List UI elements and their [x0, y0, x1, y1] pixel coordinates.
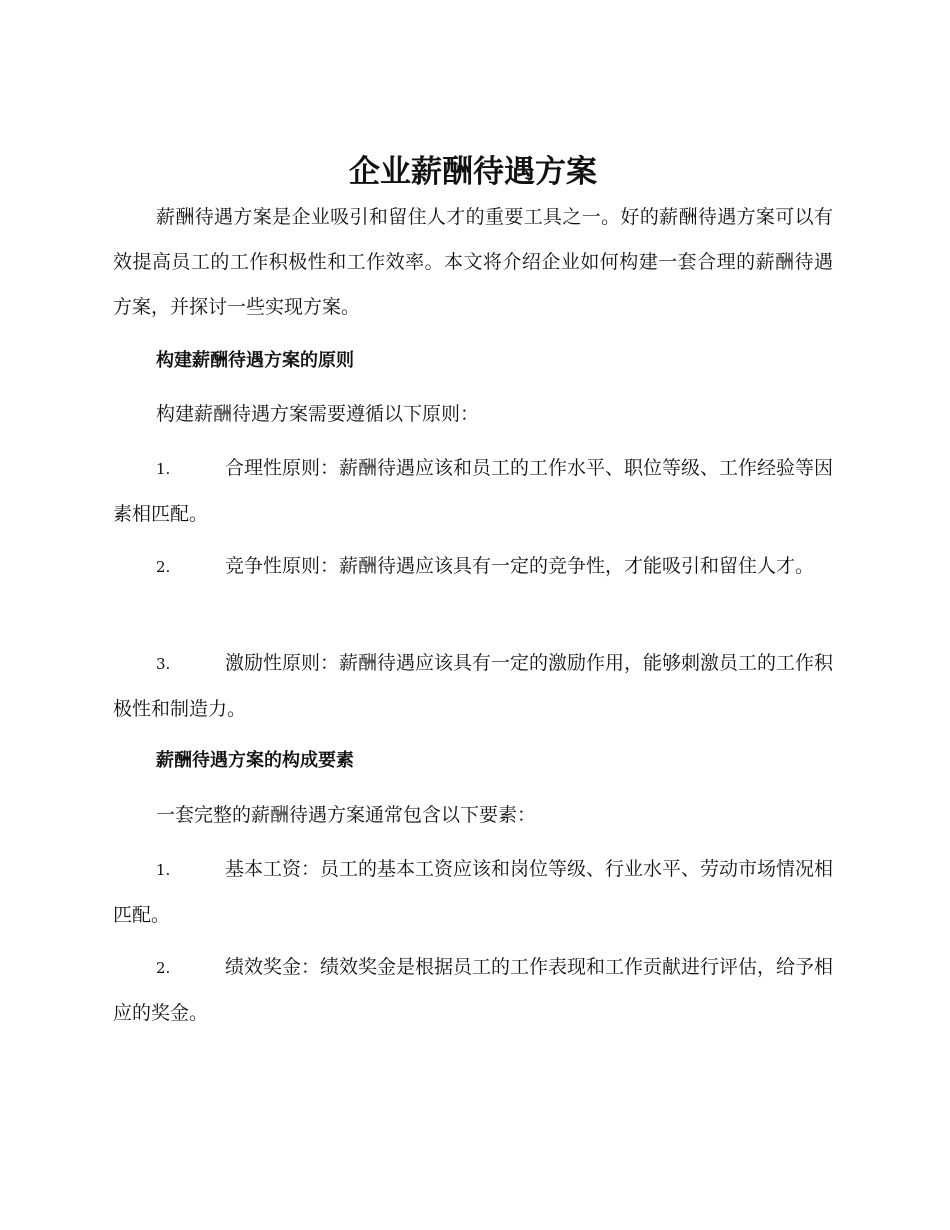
list-item: [113, 847, 833, 938]
components-lead: 一套完整的薪酬待遇方案通常包含以下要素：: [156, 804, 537, 826]
list-item-number: 3.: [156, 655, 171, 673]
list-item: [113, 446, 833, 537]
list-item: [113, 945, 833, 1036]
intro-paragraph: 薪酬待遇方案是企业吸引和留住人才的重要工具之一。好的薪酬待遇方案可以有效提高员工的工作积极性和工作效率。本文将介绍企业如何构建一套合理的薪酬待遇方案，并探讨一些实现方案。: [113, 206, 833, 318]
document-title: 企业薪酬待遇方案: [349, 154, 597, 190]
list-item: [113, 641, 833, 732]
list-item-text: 激励性原则：薪酬待遇应该具有一定的激励作用，能够刺激员工的工作积极性和制造力。: [113, 652, 834, 720]
list-item-number: 2.: [156, 959, 171, 977]
list-item: [113, 544, 833, 590]
list-item-number: 1.: [156, 861, 171, 879]
principles-lead: 构建薪酬待遇方案需要遵循以下原则：: [156, 403, 480, 425]
list-item-text: 合理性原则：薪酬待遇应该和员工的工作水平、职位等级、工作经验等因素相匹配。: [113, 457, 834, 525]
section-heading-components: 薪酬待遇方案的构成要素: [156, 750, 354, 771]
list-item-text: 绩效奖金：绩效奖金是根据员工的工作表现和工作贡献进行评估，给予相应的奖金。: [113, 956, 834, 1024]
list-item-text: 基本工资：员工的基本工资应该和岗位等级、行业水平、劳动市场情况相匹配。: [113, 858, 834, 926]
list-item-number: 1.: [156, 460, 171, 478]
section-heading-principles: 构建薪酬待遇方案的原则: [156, 350, 354, 371]
list-item-number: 2.: [156, 558, 171, 576]
list-item-text: 竞争性原则：薪酬待遇应该具有一定的竞争性，才能吸引和留住人才。: [225, 555, 815, 577]
